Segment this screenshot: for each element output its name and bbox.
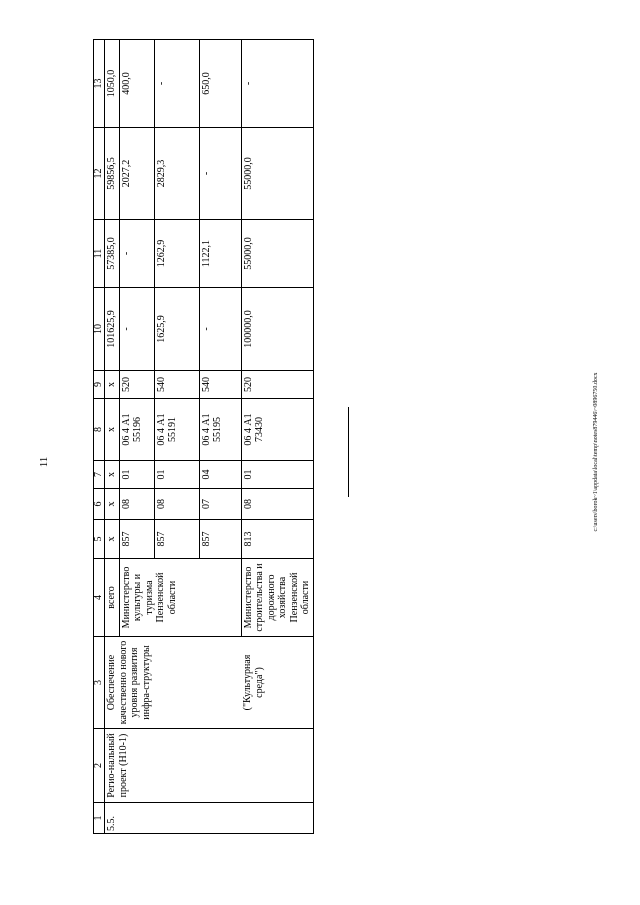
cell-c9: 540 [199, 371, 241, 399]
cell-c6: 08 [119, 489, 154, 520]
cell-c4: Министерство строительства и дорожного хозяйства Пензенской области [241, 559, 313, 637]
cell-c7: 01 [154, 461, 199, 489]
cell-c5: 813 [241, 520, 313, 559]
cell-c6: 07 [199, 489, 241, 520]
cell-c10: 1625,9 [154, 288, 199, 371]
cell-c13: 1050,0 [105, 40, 120, 128]
cell-c7: 01 [241, 461, 313, 489]
header-num: 3 [94, 637, 105, 729]
header-num: 4 [94, 559, 105, 637]
header-num: 5 [94, 520, 105, 559]
cell-c5: 857 [154, 520, 199, 559]
page-number: 11 [38, 456, 50, 468]
separator-line [348, 407, 349, 497]
cell-c13: - [154, 40, 199, 128]
cell-c10: 101625,9 [105, 288, 120, 371]
cell-c12: 2829,3 [154, 128, 199, 220]
cell-c11: 55000,0 [241, 220, 313, 288]
cell-c13: 400,0 [119, 40, 154, 128]
header-num: 12 [94, 128, 105, 220]
footer-file-path: c:\users\borok~1\appdata\local\temp\notes879446\~0896750.docx [593, 372, 599, 532]
cell-c8: 06 4 А1 73430 [241, 399, 313, 461]
cell-c7: 01 [119, 461, 154, 489]
cell-c10: - [119, 288, 154, 371]
cell-c7: 04 [199, 461, 241, 489]
cell-c9: х [105, 371, 120, 399]
cell-c6: 08 [241, 489, 313, 520]
header-num: 13 [94, 40, 105, 128]
cell-c4: Министерство культуры и туризма Пензенской области [119, 559, 241, 637]
cell-c9: 540 [154, 371, 199, 399]
cell-c5: 857 [119, 520, 154, 559]
cell-c13: 650,0 [199, 40, 241, 128]
table-row [241, 40, 313, 834]
activity-cell: Обеспечение качественно нового уровня развития инфра-структуры [105, 637, 242, 729]
cell-c11: 1122,1 [199, 220, 241, 288]
budget-table-wrapper [93, 40, 311, 834]
cell-c11: 1262,9 [154, 220, 199, 288]
header-num: 10 [94, 288, 105, 371]
header-num: 1 [94, 803, 105, 834]
cell-c10: - [199, 288, 241, 371]
header-num: 8 [94, 399, 105, 461]
cell-c7: х [105, 461, 120, 489]
header-num: 2 [94, 729, 105, 803]
cell-c12: 2027,2 [119, 128, 154, 220]
table-row [105, 40, 120, 834]
budget-table [93, 39, 314, 834]
cell-c13: - [241, 40, 313, 128]
cell-c5: 857 [199, 520, 241, 559]
header-number-row [94, 40, 105, 834]
item-number: 5.5. [105, 803, 314, 834]
cell-c8: х [105, 399, 120, 461]
header-num: 9 [94, 371, 105, 399]
cell-c8: 06 4 А1 55191 [154, 399, 199, 461]
cell-c5: х [105, 520, 120, 559]
cell-c12: 59856,5 [105, 128, 120, 220]
cell-c10: 100000,0 [241, 288, 313, 371]
cell-c11: - [119, 220, 154, 288]
activity-quote-cell: ("Культурная среда") [241, 637, 313, 729]
cell-c6: 08 [154, 489, 199, 520]
cell-c9: 520 [119, 371, 154, 399]
cell-c6: х [105, 489, 120, 520]
header-num: 6 [94, 489, 105, 520]
cell-c11: 57385,0 [105, 220, 120, 288]
header-num: 7 [94, 461, 105, 489]
cell-c9: 520 [241, 371, 313, 399]
cell-c8: 06 4 А1 55196 [119, 399, 154, 461]
project-cell: Регио-нальный проект (Н10-1) [105, 729, 314, 803]
header-num: 11 [94, 220, 105, 288]
cell-c12: 55000,0 [241, 128, 313, 220]
cell-c12: - [199, 128, 241, 220]
cell-c8: 06 4 А1 55195 [199, 399, 241, 461]
cell-c4: всего [105, 559, 120, 637]
